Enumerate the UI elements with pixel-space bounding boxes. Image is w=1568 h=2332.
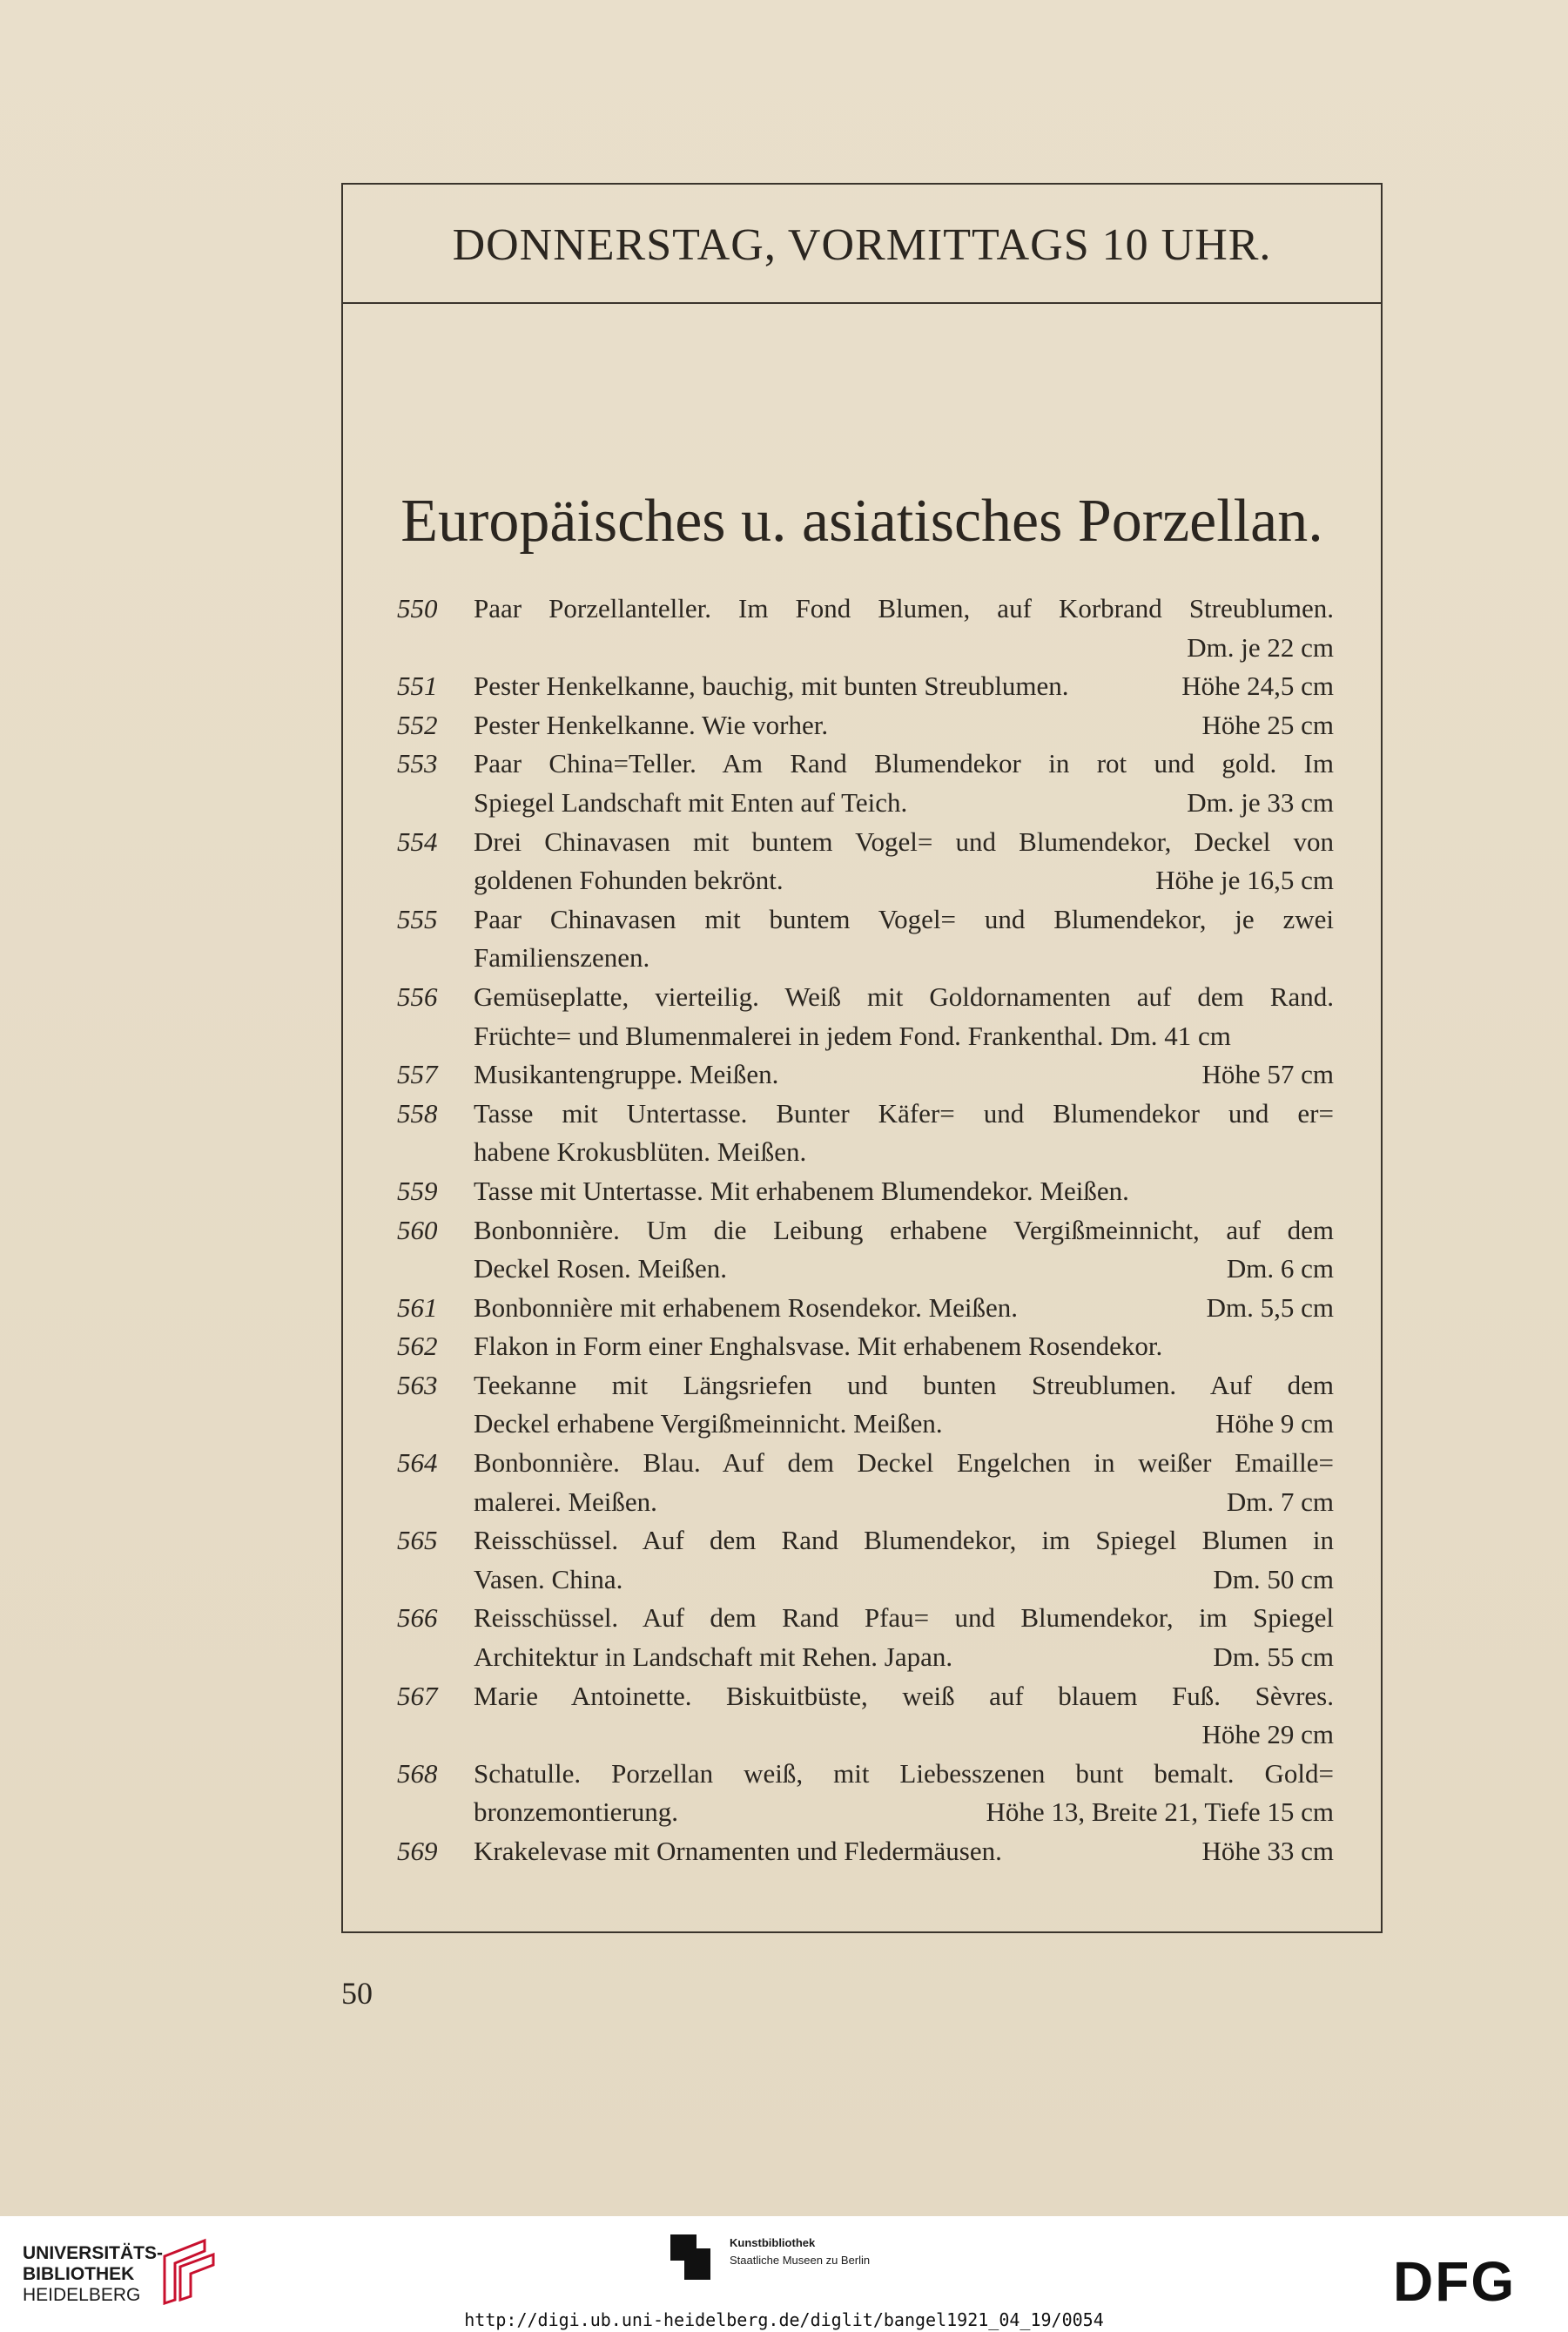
lot-description bbox=[474, 1755, 1334, 1832]
description-line bbox=[474, 939, 1334, 978]
description-line bbox=[474, 978, 1334, 1017]
description-line bbox=[474, 629, 1334, 668]
lot-number: 553 bbox=[397, 748, 438, 779]
description-line bbox=[474, 900, 1334, 940]
description-text: Pester Henkelkanne. Wie vorher. bbox=[474, 709, 829, 740]
dimension-text: Dm. 5,5 cm bbox=[1206, 1291, 1334, 1323]
header-divider bbox=[343, 302, 1381, 304]
lot-description bbox=[474, 978, 1334, 1055]
catalog-entry bbox=[397, 1172, 1334, 1211]
catalog-entry bbox=[397, 745, 1334, 822]
description-line bbox=[474, 1483, 1334, 1522]
description-text: Marie Antoinette. Biskuitbüste, weiß auf blauem Fuß. Sèvres. bbox=[474, 1680, 1334, 1711]
description-line bbox=[474, 1677, 1334, 1716]
catalog-entry bbox=[397, 900, 1334, 978]
lot-description bbox=[474, 1095, 1334, 1172]
lot-description bbox=[474, 823, 1334, 900]
lot-description bbox=[474, 900, 1334, 978]
description-line bbox=[474, 1289, 1334, 1328]
description-text: Musikantengruppe. Meißen. bbox=[474, 1059, 779, 1090]
description-line bbox=[474, 745, 1334, 784]
dimension-text: Höhe 13, Breite 21, Tiefe 15 cm bbox=[986, 1796, 1334, 1828]
lot-description bbox=[474, 667, 1334, 706]
description-text: Krakelevase mit Ornamenten und Fledermäusen. bbox=[474, 1836, 1002, 1866]
description-line bbox=[474, 1327, 1334, 1366]
lot-number: 562 bbox=[397, 1331, 438, 1362]
description-text: habene Krokusblüten. Meißen. bbox=[474, 1136, 807, 1168]
description-line bbox=[474, 1055, 1334, 1095]
ub-line-2: BIBLIOTHEK bbox=[23, 2264, 135, 2284]
description-text: Gemüseplatte, vierteilig. Weiß mit Goldornamenten auf dem Rand. bbox=[474, 981, 1334, 1012]
description-text: Tasse mit Untertasse. Mit erhabenem Blumendekor. Meißen. bbox=[474, 1175, 1129, 1206]
description-text: Paar Chinavasen mit buntem Vogel= und Blumendekor, je zwei bbox=[474, 903, 1334, 934]
catalog-entry bbox=[397, 1444, 1334, 1521]
dimension-text: Höhe 57 cm bbox=[1201, 1059, 1334, 1090]
lot-number: 561 bbox=[397, 1291, 438, 1323]
lot-description bbox=[474, 1677, 1334, 1755]
kb-title: Kunstbibliothek bbox=[730, 2236, 816, 2249]
description-text: Reisschüssel. Auf dem Rand Blumendekor, im Spiegel Blumen in bbox=[474, 1525, 1334, 1556]
dimension-text: Dm. 6 cm bbox=[1226, 1253, 1334, 1284]
description-line bbox=[474, 706, 1334, 745]
lot-description bbox=[474, 706, 1334, 745]
description-text: Teekanne mit Längsriefen und bunten Streublumen. Auf dem bbox=[474, 1369, 1334, 1400]
description-text: Familienszenen. bbox=[474, 942, 650, 974]
catalog-entry bbox=[397, 1521, 1334, 1599]
dimension-text: Dm. 55 cm bbox=[1213, 1641, 1334, 1673]
description-text: goldenen Fohunden bekrönt. bbox=[474, 865, 784, 896]
lot-number: 569 bbox=[397, 1836, 438, 1866]
ub-line-3: HEIDELBERG bbox=[23, 2285, 141, 2305]
lot-number: 563 bbox=[397, 1369, 438, 1400]
session-header: DONNERSTAG, VORMITTAGS 10 UHR. bbox=[452, 220, 1272, 270]
kunstbibliothek-text bbox=[730, 2234, 870, 2269]
lot-description bbox=[474, 1599, 1334, 1676]
lot-description bbox=[474, 1444, 1334, 1521]
ub-line-1: UNIVERSITÄTS- bbox=[23, 2243, 164, 2263]
lot-number: 554 bbox=[397, 826, 438, 857]
description-line bbox=[474, 1755, 1334, 1794]
lot-description bbox=[474, 1055, 1334, 1095]
lot-number: 566 bbox=[397, 1602, 438, 1634]
lot-number: 565 bbox=[397, 1525, 438, 1556]
section-title: Europäisches u. asiatisches Porzellan. bbox=[400, 488, 1323, 555]
lot-description bbox=[474, 1172, 1334, 1211]
description-line bbox=[474, 1638, 1334, 1677]
catalog-entry bbox=[397, 1755, 1334, 1832]
lot-description bbox=[474, 1366, 1334, 1444]
dimension-text: Höhe 33 cm bbox=[1201, 1836, 1334, 1866]
kb-subtitle: Staatliche Museen zu Berlin bbox=[730, 2254, 871, 2267]
ub-heidelberg-logo[interactable] bbox=[23, 2243, 163, 2306]
description-text: Vasen. China. bbox=[474, 1563, 623, 1594]
dimension-text: Höhe 24,5 cm bbox=[1181, 671, 1334, 702]
lot-number: 568 bbox=[397, 1757, 438, 1789]
catalog-entry bbox=[397, 1677, 1334, 1755]
lot-number: 555 bbox=[397, 903, 438, 934]
description-line bbox=[474, 667, 1334, 706]
lot-description bbox=[474, 1832, 1334, 1871]
lot-number: 552 bbox=[397, 709, 438, 740]
description-line bbox=[474, 1133, 1334, 1172]
description-text: bronzemontierung. bbox=[474, 1796, 679, 1828]
lot-description bbox=[474, 590, 1334, 667]
dimension-text: Dm. 50 cm bbox=[1213, 1563, 1334, 1594]
dimension-text: Höhe 9 cm bbox=[1215, 1408, 1334, 1439]
catalog-entry bbox=[397, 1599, 1334, 1676]
description-line bbox=[474, 590, 1334, 629]
description-line bbox=[474, 1444, 1334, 1483]
description-line bbox=[474, 861, 1334, 900]
catalog-entry bbox=[397, 978, 1334, 1055]
dimension-text: Dm. je 22 cm bbox=[1187, 631, 1334, 663]
catalog-entry bbox=[397, 1366, 1334, 1444]
description-text: Tasse mit Untertasse. Bunter Käfer= und Blumendekor und er= bbox=[474, 1097, 1334, 1129]
description-text: Drei Chinavasen mit buntem Vogel= und Blumendekor, Deckel von bbox=[474, 826, 1334, 857]
catalog-entry bbox=[397, 667, 1334, 706]
description-text: Paar China=Teller. Am Rand Blumendekor in rot und gold. Im bbox=[474, 748, 1334, 779]
description-line bbox=[474, 784, 1334, 823]
catalog-entry bbox=[397, 1327, 1334, 1366]
lot-number: 564 bbox=[397, 1447, 438, 1479]
catalog-entry bbox=[397, 706, 1334, 745]
description-line bbox=[474, 1793, 1334, 1832]
description-text: Bonbonnière. Blau. Auf dem Deckel Engelchen in weißer Emaille= bbox=[474, 1447, 1334, 1479]
description-line bbox=[474, 1599, 1334, 1638]
catalog-entry bbox=[397, 823, 1334, 900]
description-text: Flakon in Form einer Enghalsvase. Mit erhabenem Rosendekor. bbox=[474, 1331, 1163, 1362]
lot-number: 567 bbox=[397, 1680, 438, 1711]
description-text: Schatulle. Porzellan weiß, mit Liebesszenen bunt bemalt. Gold= bbox=[474, 1757, 1334, 1789]
description-line bbox=[474, 1715, 1334, 1755]
lot-number: 559 bbox=[397, 1175, 438, 1206]
catalog-entry bbox=[397, 1832, 1334, 1871]
description-line bbox=[474, 1250, 1334, 1289]
lot-description bbox=[474, 745, 1334, 822]
description-line bbox=[474, 1211, 1334, 1250]
catalog-entry bbox=[397, 590, 1334, 667]
lot-number: 560 bbox=[397, 1214, 438, 1245]
dimension-text: Höhe 25 cm bbox=[1201, 709, 1334, 740]
entry-list bbox=[397, 590, 1334, 1871]
catalog-entry bbox=[397, 1095, 1334, 1172]
source-url[interactable]: http://digi.ub.uni-heidelberg.de/diglit/bangel1921_04_19/0054 bbox=[464, 2309, 1104, 2330]
catalog-entry bbox=[397, 1211, 1334, 1289]
dimension-text: Höhe 29 cm bbox=[1201, 1719, 1334, 1750]
description-text: Deckel erhabene Vergißmeinnicht. Meißen. bbox=[474, 1408, 943, 1439]
description-text: malerei. Meißen. bbox=[474, 1486, 657, 1517]
dimension-text: Höhe je 16,5 cm bbox=[1155, 865, 1334, 896]
lot-description bbox=[474, 1211, 1334, 1289]
catalog-entry bbox=[397, 1055, 1334, 1095]
description-line bbox=[474, 1172, 1334, 1211]
description-text: Spiegel Landschaft mit Enten auf Teich. bbox=[474, 786, 908, 818]
description-text: Deckel Rosen. Meißen. bbox=[474, 1253, 727, 1284]
catalog-entry bbox=[397, 1289, 1334, 1328]
lot-number: 551 bbox=[397, 671, 438, 702]
description-text: Reisschüssel. Auf dem Rand Pfau= und Blumendekor, im Spiegel bbox=[474, 1602, 1334, 1634]
page-number: 50 bbox=[341, 1976, 373, 2011]
description-line bbox=[474, 1560, 1334, 1600]
lot-description bbox=[474, 1521, 1334, 1599]
description-line bbox=[474, 1832, 1334, 1871]
description-line bbox=[474, 1366, 1334, 1405]
description-line bbox=[474, 1095, 1334, 1134]
lot-number: 556 bbox=[397, 981, 438, 1012]
ub-emblem-icon bbox=[159, 2235, 220, 2305]
description-line bbox=[474, 1017, 1334, 1056]
lot-number: 558 bbox=[397, 1097, 438, 1129]
lot-description bbox=[474, 1327, 1334, 1366]
lot-number: 550 bbox=[397, 593, 438, 623]
dfg-logo: DFG bbox=[1393, 2250, 1517, 2313]
lot-number: 557 bbox=[397, 1059, 438, 1090]
kunstbibliothek-logo-icon bbox=[670, 2234, 719, 2283]
dimension-text: Dm. je 33 cm bbox=[1187, 786, 1334, 818]
description-line bbox=[474, 1521, 1334, 1560]
description-text: Bonbonnière. Um die Leibung erhabene Vergißmeinnicht, auf dem bbox=[474, 1214, 1334, 1245]
description-text: Architektur in Landschaft mit Rehen. Japan. bbox=[474, 1641, 953, 1673]
description-line bbox=[474, 1405, 1334, 1444]
description-text: Paar Porzellanteller. Im Fond Blumen, auf Korbrand Streublumen. bbox=[474, 593, 1334, 623]
description-line bbox=[474, 823, 1334, 862]
description-text: Bonbonnière mit erhabenem Rosendekor. Meißen. bbox=[474, 1291, 1019, 1323]
description-text: Früchte= und Blumenmalerei in jedem Fond. Frankenthal. Dm. 41 cm bbox=[474, 1020, 1231, 1051]
lot-description bbox=[474, 1289, 1334, 1328]
description-text: Pester Henkelkanne, bauchig, mit bunten Streublumen. bbox=[474, 671, 1069, 702]
catalog-frame bbox=[341, 183, 1383, 1933]
dimension-text: Dm. 7 cm bbox=[1226, 1486, 1334, 1517]
